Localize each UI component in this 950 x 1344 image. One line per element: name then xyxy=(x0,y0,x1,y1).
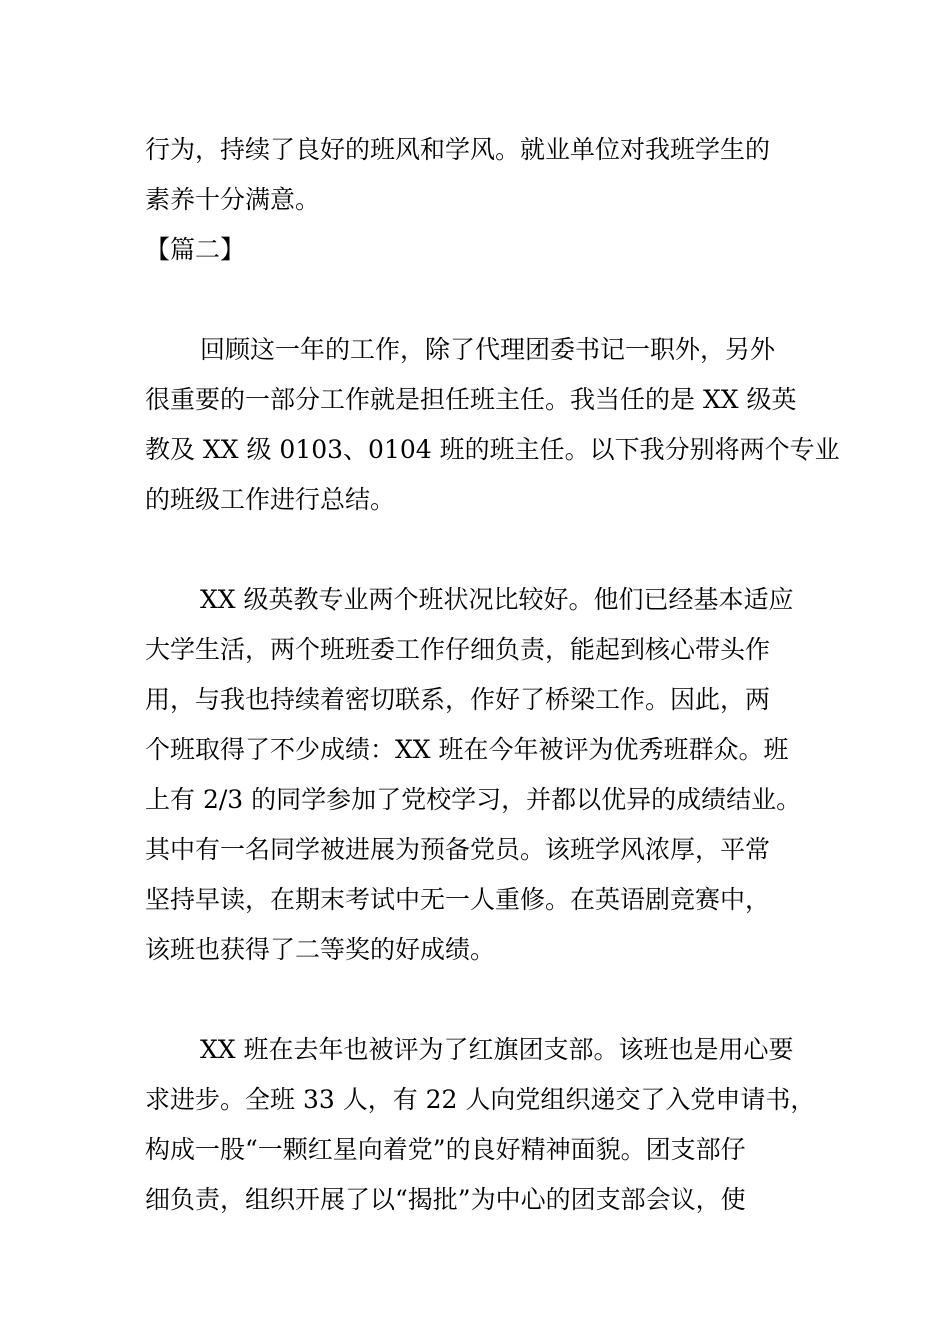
text-line: XX 班在去年也被评为了红旗团支部。该班也是用心要 xyxy=(200,1035,794,1064)
text-line: 很重要的一部分工作就是担任班主任。我当任的是 XX 级英 xyxy=(145,385,797,414)
text-line: 坚持早读，在期末考试中无一人重修。在英语剧竞赛中， xyxy=(145,885,771,914)
text-line: 用，与我也持续着密切联系，作好了桥梁工作。因此，两 xyxy=(145,685,771,714)
text-line: 大学生活，两个班班委工作仔细负责，能起到核心带头作 xyxy=(145,635,771,664)
text-line: 教及 XX 级 0103、0104 班的班主任。以下我分别将两个专业 xyxy=(145,435,840,464)
text-line: 回顾这一年的工作，除了代理团委书记一职外，另外 xyxy=(200,335,776,364)
text-line: 该班也获得了二等奖的好成绩。 xyxy=(145,935,496,964)
text-line: 上有 2/3 的同学参加了党校学习，并都以优异的成绩结业。 xyxy=(145,785,802,814)
text-line: 求进步。全班 33 人，有 22 人向党组织递交了入党申请书， xyxy=(145,1085,816,1114)
section-heading: 【篇二】 xyxy=(145,235,246,264)
text-line: 的班级工作进行总结。 xyxy=(145,485,396,514)
text-line: XX 级英教专业两个班状况比较好。他们已经基本适应 xyxy=(200,585,794,614)
text-line: 细负责，组织开展了以“揭批”为中心的团支部会议，使 xyxy=(145,1185,746,1214)
text-line: 素养十分满意。 xyxy=(145,185,321,214)
text-line: 其中有一名同学被进展为预备党员。该班学风浓厚，平常 xyxy=(145,835,771,864)
text-line: 行为，持续了良好的班风和学风。就业单位对我班学生的 xyxy=(145,135,771,164)
text-line: 构成一股“一颗红星向着党”的良好精神面貌。团支部仔 xyxy=(145,1135,746,1164)
text-line: 个班取得了不少成绩：XX 班在今年被评为优秀班群众。班 xyxy=(145,735,789,764)
